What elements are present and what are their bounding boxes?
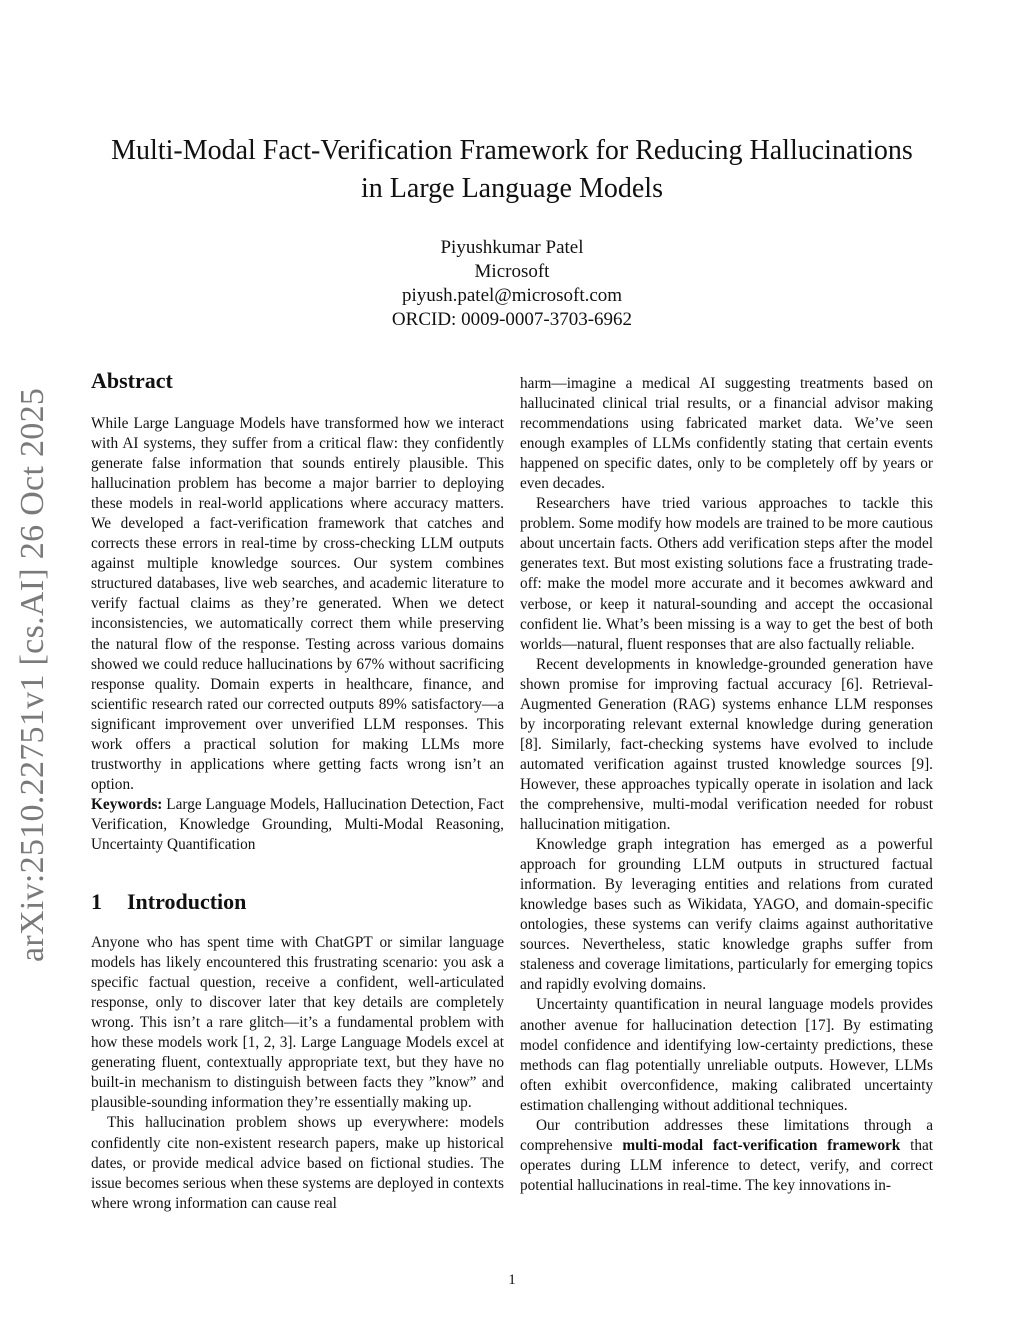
intro-paragraph-5: Knowledge graph integration has emerged as a powerful approach for grounding LLM outputs in structured factual information. By leveraging entities and relations from curated knowledge bases such as Wikidata, YAGO, and domain-specific ontologies, these systems can verify claims against authoritative sources. Nevertheless, static knowledge graphs suffer from staleness and coverage limitations, particularly for emerging topics and rapidly evolving domains. <box>520 836 933 994</box>
intro-paragraph-7 <box>520 1116 933 1196</box>
section-number: 1 <box>91 889 102 915</box>
title-line-1: Multi-Modal Fact-Verification Framework for Reducing Hallucinations <box>111 135 913 166</box>
page-number: 1 <box>508 1272 516 1288</box>
author-orcid: ORCID: 0009-0007-3703-6962 <box>391 309 633 330</box>
intro-paragraph-2: This hallucination problem shows up everywhere: models confidently cite non-existent research papers, make up historical dates, or provide medical advice based on fictional studies. The issue becomes serious when these systems are deployed in contexts where wrong information can cause real <box>91 1114 504 1212</box>
left-column <box>91 366 504 1214</box>
keywords-list: Large Language Models, Hallucination Detection, Fact Verification, Knowledge Grounding, Multi-Modal Reasoning, Uncertainty Quantification <box>91 795 504 853</box>
introduction-heading <box>91 887 504 917</box>
intro-paragraph-3: Researchers have tried various approaches to tackle this problem. Some modify how models are trained to be more cautious about uncertain facts. Others add verification steps after the model generates text. But most existing solutions face a frustrating trade-off: make the model more accurate and it becomes awkward and verbose, or keep it natural-sounding and accept the occasional confident lie. What’s been missing is a way to get the best of both worlds—natural, fluent responses that are also factually reliable. <box>520 495 933 653</box>
section-title: Introduction <box>127 889 247 915</box>
abstract-body: While Large Language Models have transformed how we interact with AI systems, they suffer from a critical flaw: they confidently generate false information that sounds entirely plausible. This hallucination problem has become a major barrier to deploying these models in real-world applications where accuracy matters. We developed a fact-verification framework that catches and corrects these errors in real-time by cross-checking LLM outputs against multiple knowledge sources. Our system combines structured databases, live web searches, and academic literature to verify factual claims as they’re generated. When we detect inconsistencies, we automatically correct them while preserving the natural flow of the response. Testing across various domains showed we could reduce hallucinations by 67% without sacrificing response quality. Domain experts in healthcare, finance, and scientific research rated our corrected outputs 89% satisfactory—a significant improvement over unverified LLM responses. This work offers a practical solution for making LLMs more trustworthy in applications where getting facts wrong isn’t an option. <box>91 415 504 793</box>
intro-paragraph-2-continued: harm—imagine a medical AI suggesting treatments based on hallucinated clinical trial results, or a financial advisor making recommendations using fabricated market data. We’ve seen enough examples of LLMs confidently stating that certain events happened on specific dates, only to be completely off by years or even decades. <box>520 375 933 493</box>
intro-paragraph-4: Recent developments in knowledge-grounded generation have shown promise for improving factual accuracy [6]. Retrieval-Augmented Generation (RAG) systems enhance LLM responses by incorporating relevant external knowledge during generation [8]. Similarly, fact-checking systems have evolved to include automated verification against trusted knowledge sources [9]. However, these approaches typically operate in isolation and lack the comprehensive, multi-modal verification needed for robust hallucination mitigation. <box>520 655 933 834</box>
author-affiliation: Microsoft <box>474 261 550 282</box>
author-block <box>212 236 812 332</box>
title-line-2: in Large Language Models <box>361 173 663 204</box>
intro-paragraph-1: Anyone who has spent time with ChatGPT or similar language models has likely encountered this frustrating scenario: you ask a specific factual question, receive a confident, well-articulated response, only to discover later that key details are completely wrong. This isn’t a rare glitch—it’s a fundamental problem with how these models work [1, 2, 3]. Large Language Models excel at generating fluent, contextually appropriate text, but they have no built-in mechanism to distinguish between facts they ”know” and plausible-sounding information they’re essentially making up. <box>91 934 504 1112</box>
paper-title <box>60 132 964 208</box>
keywords-label: Keywords: <box>91 795 163 813</box>
arxiv-identifier: arXiv:2510.22751v1 [cs.AI] 26 Oct 2025 <box>14 387 51 962</box>
keywords <box>91 795 504 855</box>
author-name: Piyushkumar Patel <box>440 237 584 258</box>
right-column <box>520 374 933 1196</box>
contribution-highlight: multi-modal fact-verification framework <box>622 1136 901 1154</box>
contribution-text-before: Our contribution addresses these limitations through a comprehensive <box>520 1116 933 1154</box>
author-email: piyush.patel@microsoft.com <box>401 285 623 306</box>
abstract-heading: Abstract <box>91 368 173 393</box>
intro-paragraph-6: Uncertainty quantification in neural language models provides another avenue for hallucination detection [17]. By estimating model confidence and identifying low-certainty predictions, these methods can flag potentially unreliable outputs. However, LLMs often exhibit overconfidence, making calibrated uncertainty estimation challenging without additional techniques. <box>520 996 933 1114</box>
contribution-text-after: that operates during LLM inference to detect, verify, and correct potential hallucinations in real-time. The key innovations in- <box>520 1136 934 1194</box>
